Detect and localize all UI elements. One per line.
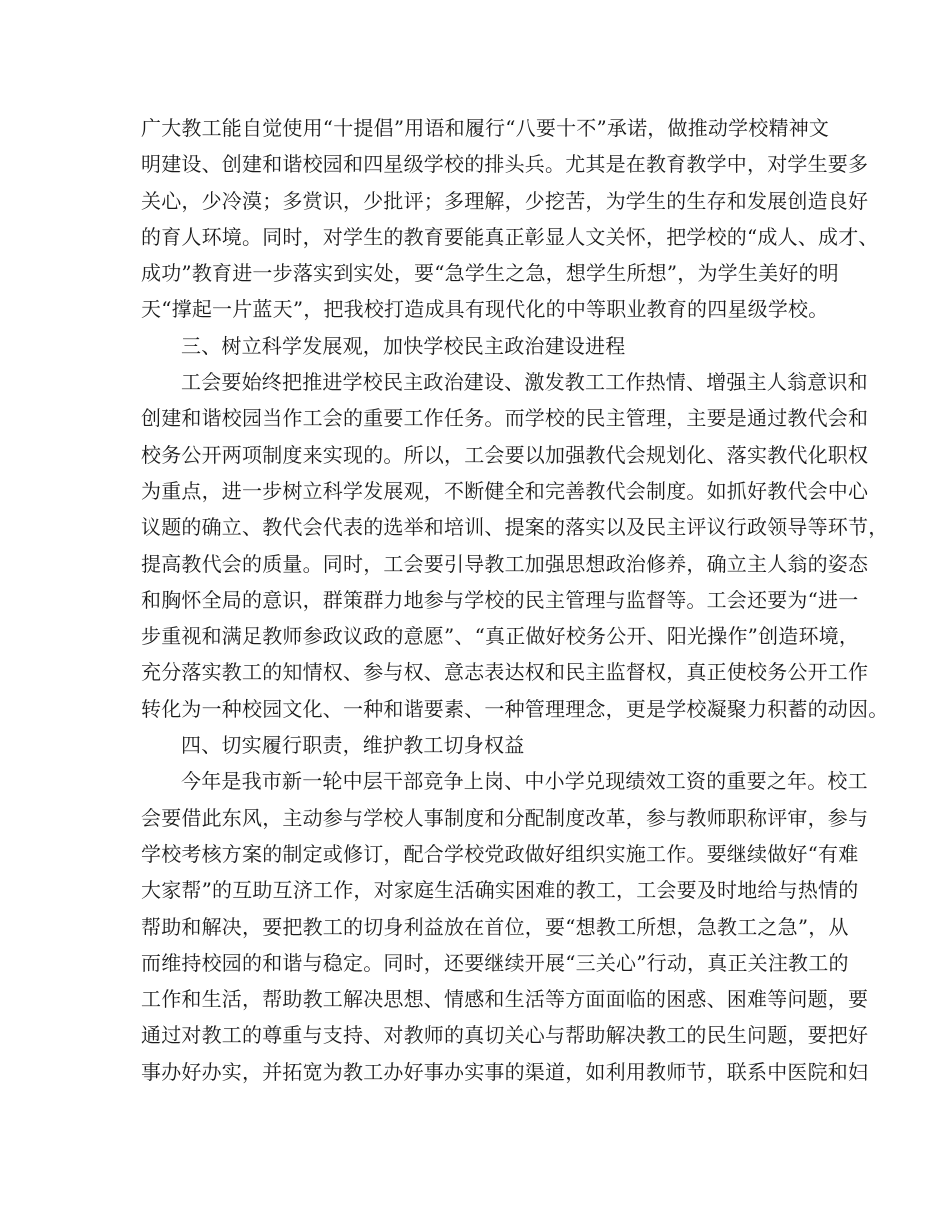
text-line: 明建设、创建和谐校园和四星级学校的排头兵。尤其是在教育教学中，对学生要多 bbox=[141, 152, 869, 177]
text-line: 广大教工能自觉使用“十提倡”用语和履行“八要十不”承诺，做推动学校精神文 bbox=[141, 116, 830, 140]
text-line: 成功”教育进一步落实到实处，要“急学生之急，想学生所想”，为学生美好的明 bbox=[141, 261, 839, 286]
text-line: 四、切实履行职责，维护教工切身权益 bbox=[181, 733, 525, 758]
text-line: 步重视和满足教师参政议政的意愿”、“真正做好校务公开、阳光操作”创造环境， bbox=[141, 624, 860, 649]
text-line: 天“撑起一片蓝天”，把我校打造成具有现代化的中等职业教育的四星级学校。 bbox=[141, 297, 829, 322]
text-line: 会要借此东风，主动参与学校人事制度和分配制度改革，参与教师职称评审，参与 bbox=[141, 805, 869, 830]
text-line: 议题的确立、教代会代表的选举和培训、提案的落实以及民主评议行政领导等环节， bbox=[141, 515, 889, 540]
text-line: 工会要始终把推进学校民主政治建设、激发教工工作热情、增强主人翁意识和 bbox=[181, 370, 868, 395]
text-line: 今年是我市新一轮中层干部竞争上岗、中小学兑现绩效工资的重要之年。校工 bbox=[181, 769, 868, 794]
text-line: 工作和生活，帮助教工解决思想、情感和生活等方面面临的困惑、困难等问题，要 bbox=[141, 987, 869, 1012]
text-line: 提高教代会的质量。同时，工会要引导教工加强思想政治修养，确立主人翁的姿态 bbox=[141, 551, 869, 576]
text-line: 而维持校园的和谐与稳定。同时，还要继续开展“三关心”行动，真正关注教工的 bbox=[141, 950, 849, 975]
text-line: 校务公开两项制度来实现的。所以，工会要以加强教代会规划化、落实教代化职权 bbox=[141, 442, 869, 467]
text-line: 和胸怀全局的意识，群策群力地参与学校的民主管理与监督等。工会还要为“进一 bbox=[141, 587, 859, 612]
text-line: 转化为一种校园文化、一种和谐要素、一种管理理念，更是学校凝聚力积蓄的动因。 bbox=[141, 696, 889, 721]
text-line: 学校考核方案的制定或修订，配合学校党政做好组织实施工作。要继续做好“有难 bbox=[141, 841, 859, 866]
text-line: 关心，少冷漠；多赏识，少批评；多理解，少挖苦，为学生的生存和发展创造良好 bbox=[141, 188, 869, 213]
text-line: 三、树立科学发展观，加快学校民主政治建设进程 bbox=[181, 333, 626, 358]
text-line: 创建和谐校园当作工会的重要工作任务。而学校的民主管理，主要是通过教代会和 bbox=[141, 406, 869, 431]
text-line: 通过对教工的尊重与支持、对教师的真切关心与帮助解决教工的民生问题，要把好 bbox=[141, 1023, 869, 1048]
text-line: 为重点，进一步树立科学发展观，不断健全和完善教代会制度。如抓好教代会中心 bbox=[141, 478, 869, 503]
text-line: 大家帮”的互助互济工作，对家庭生活确实困难的教工，工会要及时地给与热情的 bbox=[141, 878, 859, 903]
text-line: 帮助和解决，要把教工的切身利益放在首位，要“想教工所想，急教工之急”，从 bbox=[141, 914, 849, 939]
document-body bbox=[141, 110, 889, 1090]
text-line: 事办好办实，并拓宽为教工办好事办实事的渠道，如利用教师节，联系中医院和妇 bbox=[141, 1059, 869, 1084]
text-line: 的育人环境。同时，对学生的教育要能真正彰显人文关怀，把学校的“成人、成才、 bbox=[141, 224, 879, 249]
text-line: 充分落实教工的知情权、参与权、意志表达权和民主监督权，真正使校务公开工作 bbox=[141, 660, 869, 685]
